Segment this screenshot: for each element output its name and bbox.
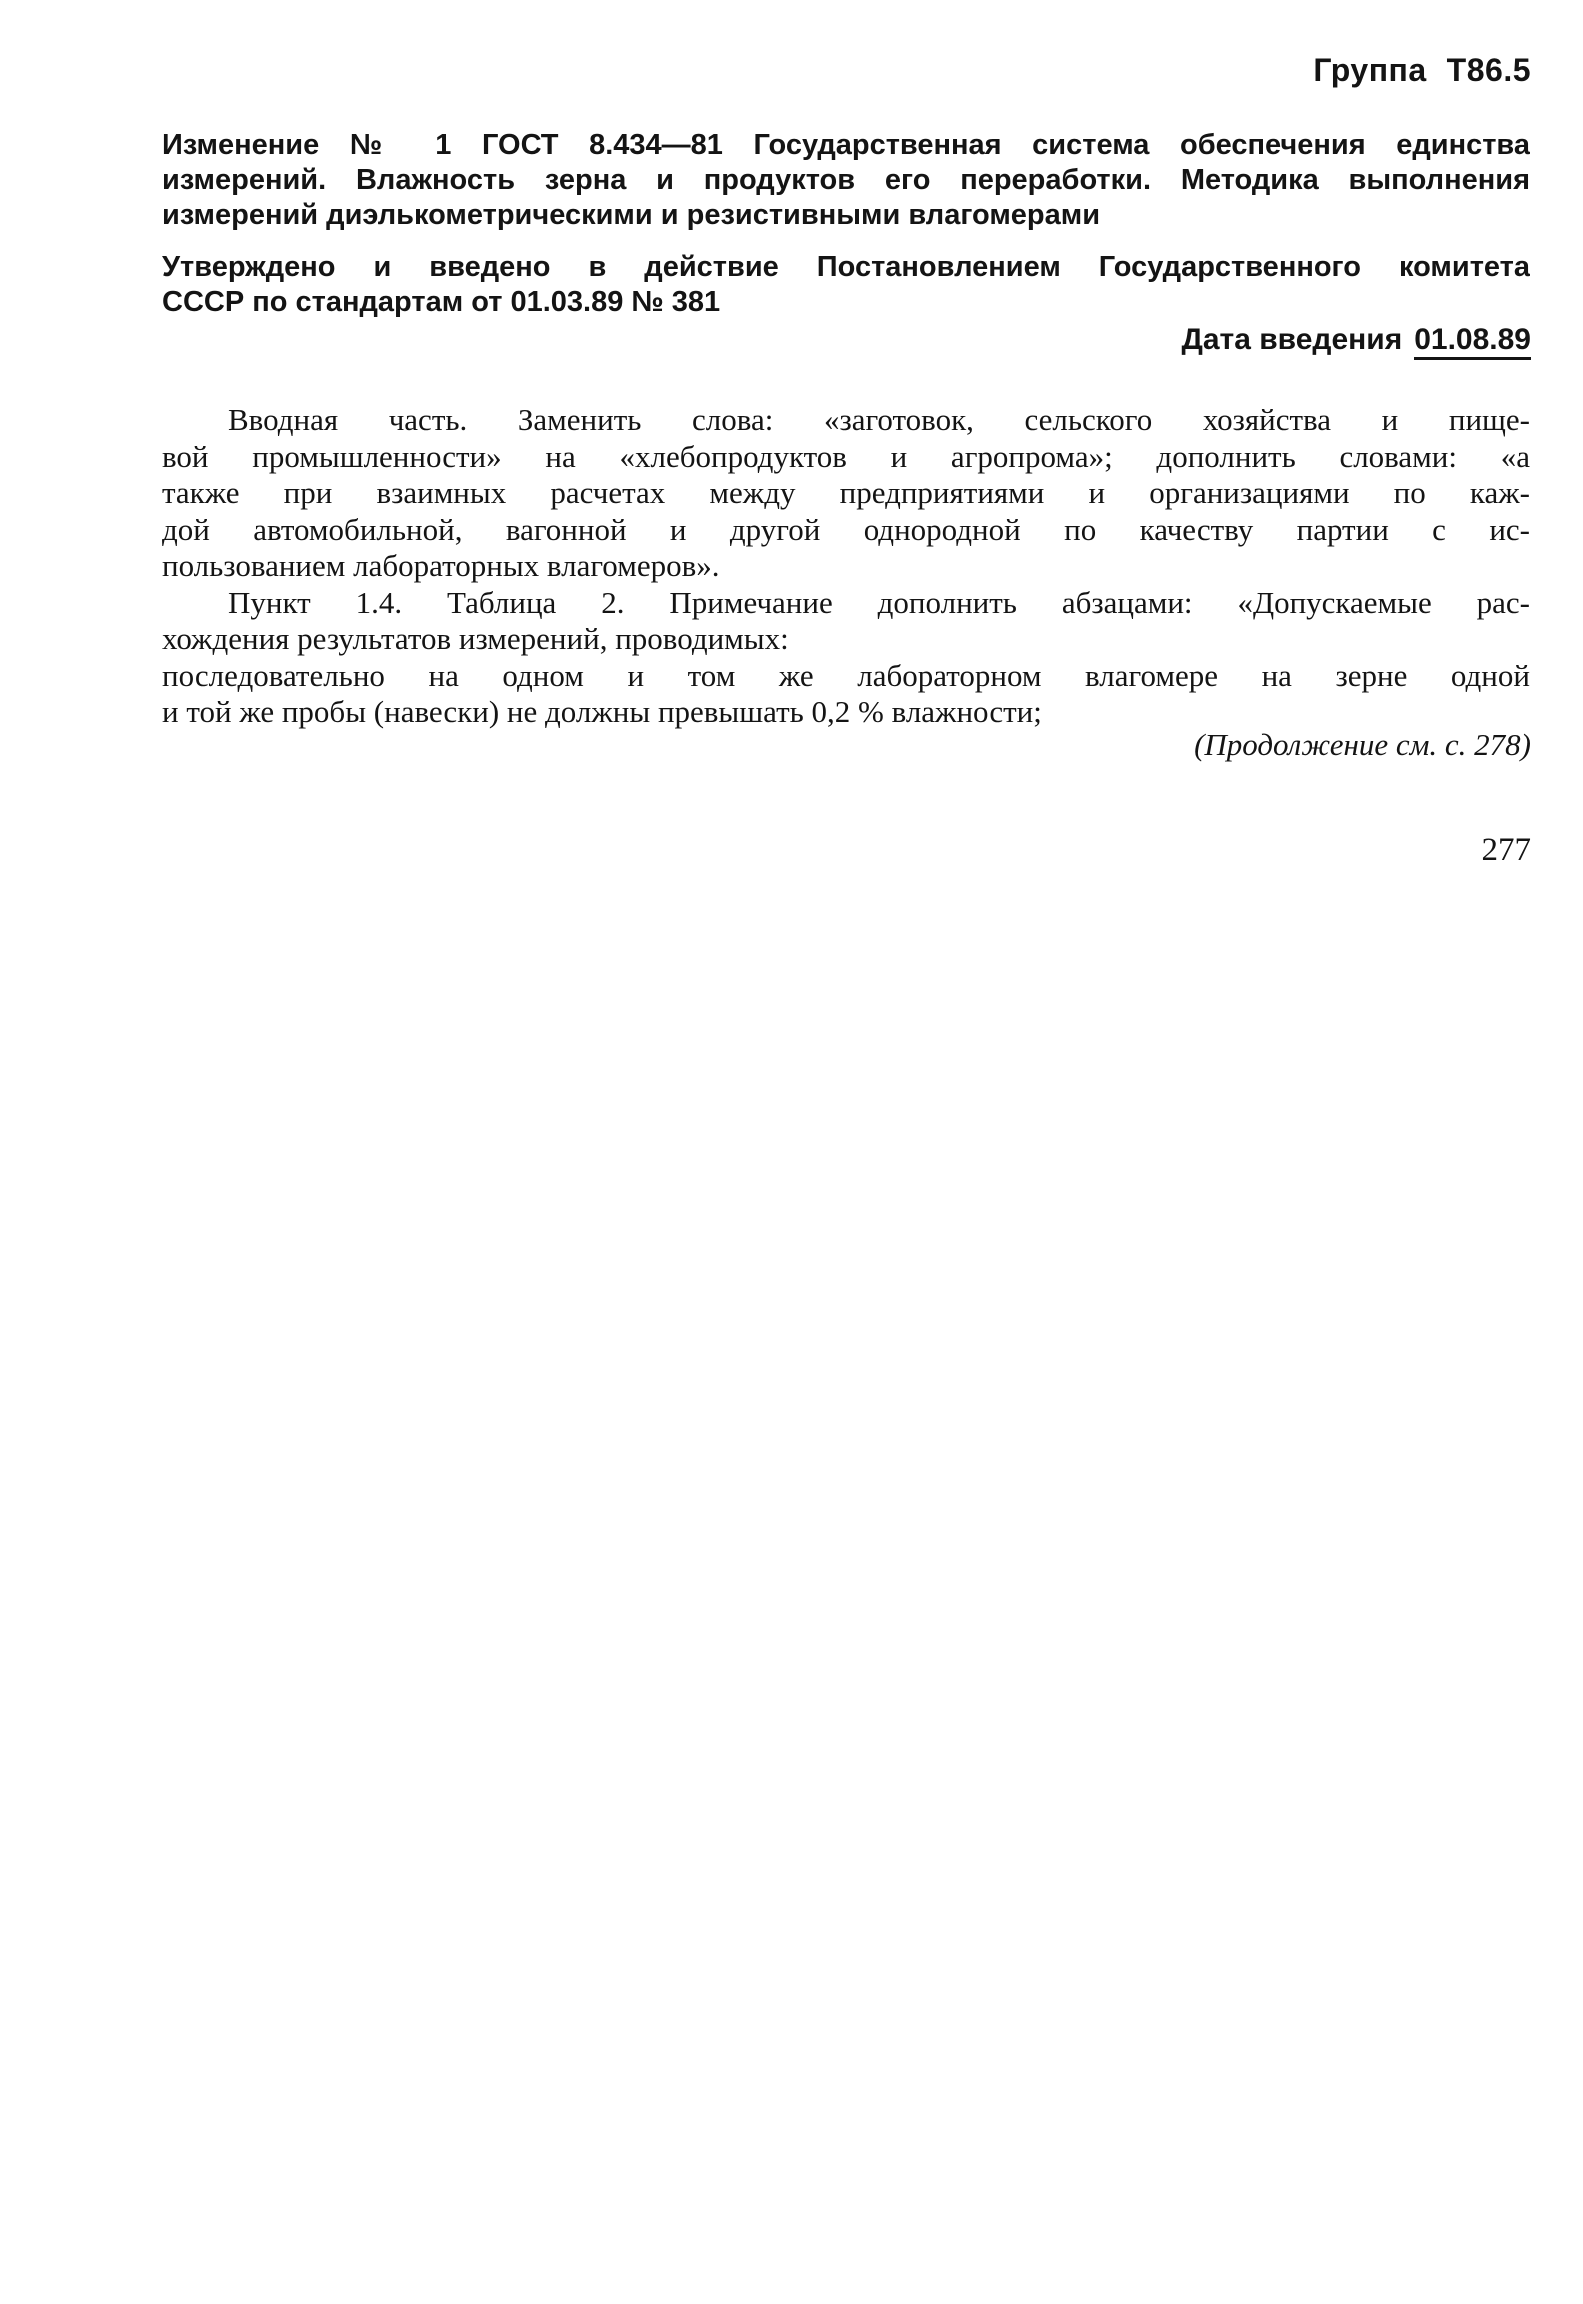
group-code: [1313, 52, 1531, 89]
continuation-note: (Продолжение см. с. 278): [1194, 727, 1531, 762]
body-line: Пункт 1.4. Таблица 2. Примечание дополнить абзацами: «Допускаемые рас-: [228, 584, 1530, 620]
approval-line: Утверждено и введено в действие Постановлением Государственного комитета: [162, 251, 1530, 283]
body-line: хождения результатов измерений, проводимых:: [162, 621, 789, 656]
body-line: пользованием лабораторных влагомеров».: [162, 548, 720, 583]
body-line: и той же пробы (навески) не должны превышать 0,2 % влажности;: [162, 694, 1042, 729]
amendment-title: [162, 128, 1530, 233]
title-line: Изменение № 1 ГОСТ 8.434—81 Государственная система обеспечения единства: [162, 129, 1530, 161]
effective-date-label: Дата введения: [1181, 323, 1403, 356]
body-line: также при взаимных расчетах между предприятиями и организациями по каж-: [162, 475, 1530, 510]
group-label: Группа: [1313, 52, 1427, 88]
title-line: измерений диэлькометрическими и резистивными влагомерами: [162, 199, 1101, 231]
amendment-body: [162, 402, 1530, 731]
effective-date: [1181, 322, 1531, 358]
page-number: 277: [1481, 832, 1531, 868]
effective-date-value: 01.08.89: [1414, 323, 1531, 360]
body-line: дой автомобильной, вагонной и другой однородной по качеству партии с ис-: [162, 511, 1530, 547]
body-line: вой промышленности» на «хлебопродуктов и агропрома»; дополнить словами: «а: [162, 438, 1530, 474]
group-number: Т86.5: [1446, 52, 1531, 88]
approval-statement: [162, 250, 1530, 320]
body-line: Вводная часть. Заменить слова: «заготовок, сельского хозяйства и пище-: [228, 402, 1530, 437]
approval-line: СССР по стандартам от 01.03.89 № 381: [162, 286, 721, 318]
body-line: последовательно на одном и том же лабораторном влагомере на зерне одной: [162, 657, 1530, 693]
title-line: измерений. Влажность зерна и продуктов его переработки. Методика выполнения: [162, 164, 1530, 196]
